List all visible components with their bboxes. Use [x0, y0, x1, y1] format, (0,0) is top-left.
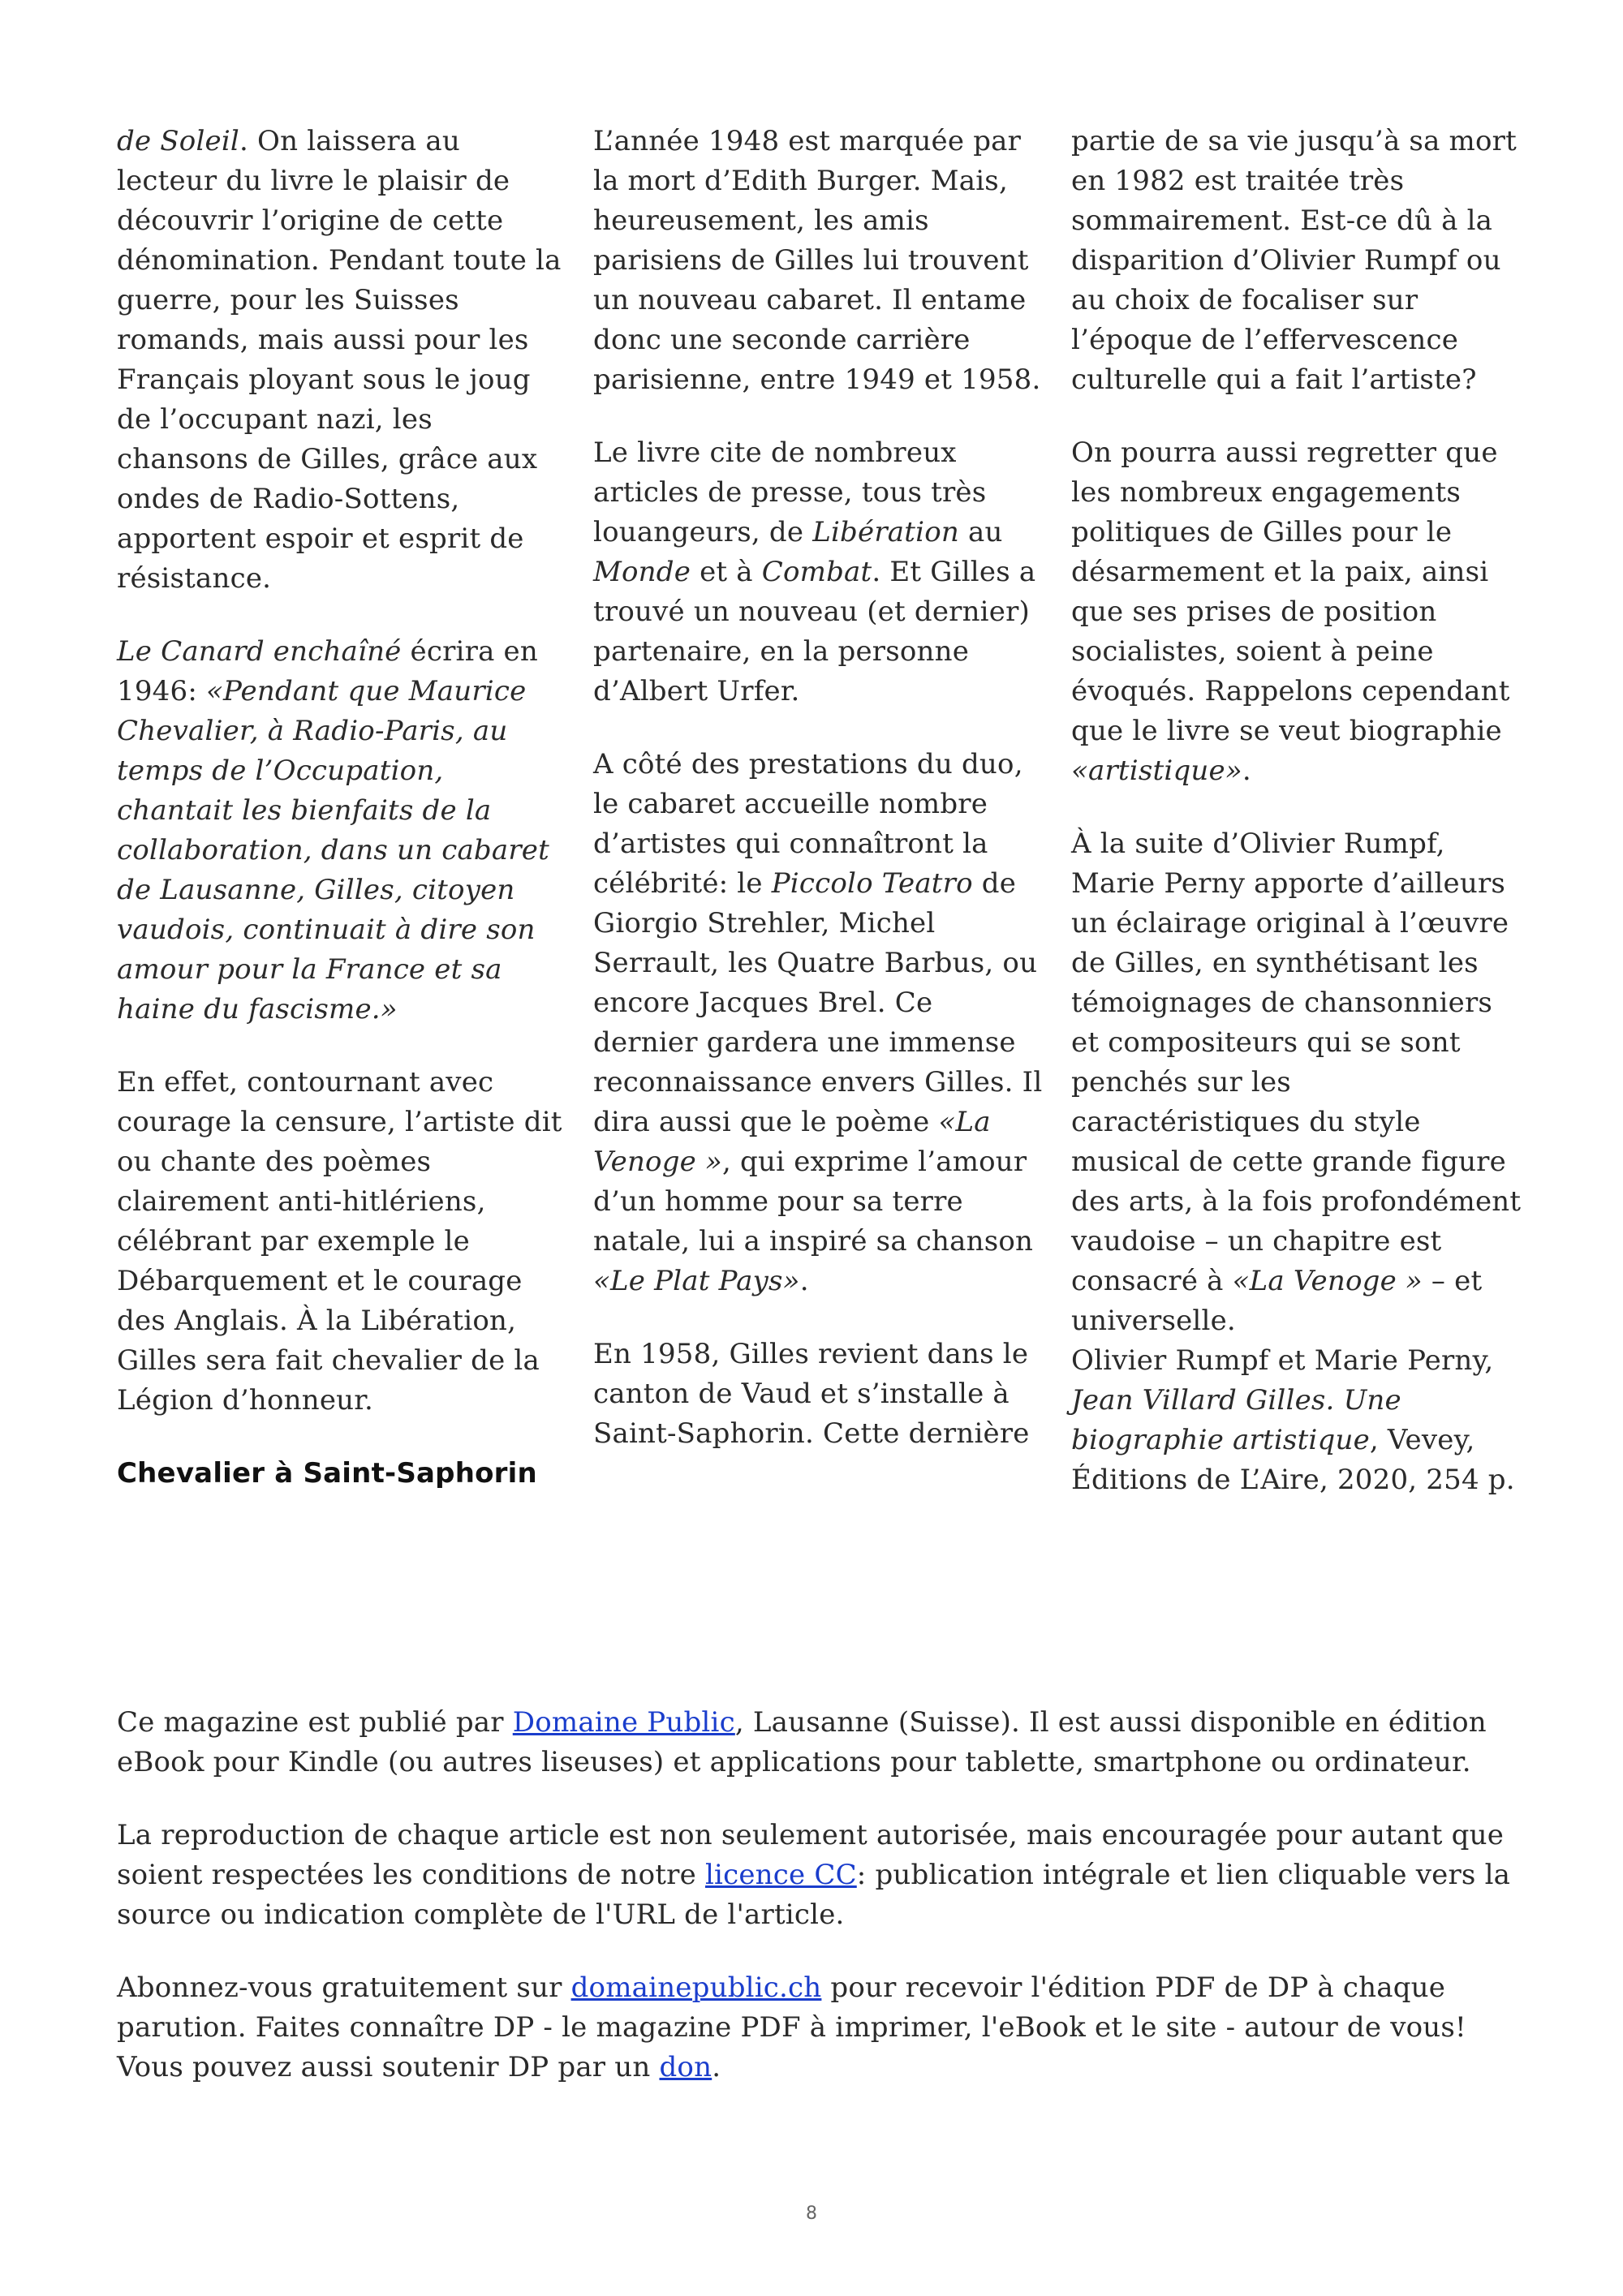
paragraph: A côté des prestations du duo, le cabaret accueille nombre d’artistes qui connaîtront la célébrité: le Piccolo Teatro de Giorgio Strehler, Michel Serrault, les Quatre Barbus, ou encore Jacques Brel. Ce dernier gardera une immense reconnaissance envers Gilles. Il dira aussi que le poème «La Venoge », qui exprime l’amour d’un homme pour sa terre natale, lui a inspiré sa chanson «Le Plat Pays». — [593, 748, 1043, 1297]
paragraph: On pourra aussi regretter que les nombreux engagements politiques de Gilles pour le désarmement et la paix, ainsi que ses prises de position socialistes, soient à peine évoqués. Rappelons cependant que le livre se veut biographie «artistique». — [1071, 436, 1510, 787]
paragraph: partie de sa vie jusqu’à sa mort en 1982 est traitée très sommairement. Est-ce dû à la disparition d’Olivier Rumpf ou au choix de focaliser sur l’époque de l’effervescence culturelle qui a fait l’artiste? — [1071, 125, 1517, 396]
paragraph: L’année 1948 est marquée par la mort d’Edith Burger. Mais, heureusement, les amis parisiens de Gilles lui trouvent un nouveau cabaret. Il entame donc une seconde carrière parisienne, entre 1949 et 1958. — [593, 125, 1041, 396]
article-column-1 — [117, 122, 567, 1494]
section-heading: Chevalier à Saint-Saphorin — [117, 1457, 537, 1490]
article-column-2 — [593, 122, 1044, 1487]
footer-paragraph: La reproduction de chaque article est non seulement autorisée, mais encouragée pour autant que soient respectées les conditions de notre licence CC: publication intégrale et lien cliquable vers la source ou indication complète de l'URL de l'article. — [117, 1819, 1511, 1931]
footer-paragraph: Abonnez-vous gratuitement sur domainepublic.ch pour recevoir l'édition PDF de DP à chaque parution. Faites connaître DP - le magazine PDF à imprimer, l'eBook et le site - autour de vous! Vous pouvez aussi soutenir DP par un don. — [117, 1971, 1466, 2083]
footer-paragraph: Ce magazine est publié par Domaine Public, Lausanne (Suisse). Il est aussi disponible en édition eBook pour Kindle (ou autres liseuses) et applications pour tablette, smartphone ou ordinateur. — [117, 1706, 1487, 1778]
page-number: 8 — [806, 2204, 817, 2224]
book-reference: Olivier Rumpf et Marie Perny, Jean Villard Gilles. Une biographie artistique, Vevey, Éditions de L’Aire, 2020, 254 p. — [1071, 1344, 1515, 1496]
domaine-public-link[interactable]: Domaine Public — [512, 1706, 735, 1739]
paragraph: À la suite d’Olivier Rumpf, Marie Perny apporte d’ailleurs un éclairage original à l’œuvre de Gilles, en synthétisant les témoignages de chansonniers et compositeurs qui se sont penchés sur les caractéristiques du style musical de cette grande figure des arts, à la fois profondément vaudoise – un chapitre est consacré à «La Venoge » – et universelle. — [1071, 828, 1522, 1337]
paragraph: Le livre cite de nombreux articles de presse, tous très louangeurs, de Libération au Monde et à Combat. Et Gilles a trouvé un nouveau (et dernier) partenaire, en la personne d’Albert Urfer. — [593, 436, 1036, 707]
domainepublic-ch-link[interactable]: domainepublic.ch — [570, 1971, 822, 2004]
paragraph: En 1958, Gilles revient dans le canton de Vaud et s’installe à Saint-Saphorin. Cette dernière — [593, 1338, 1030, 1450]
donation-link[interactable]: don — [659, 2051, 712, 2083]
paragraph: En effet, contournant avec courage la censure, l’artiste dit ou chante des poèmes clairement anti-hitlériens, célébrant par exemple le Débarquement et le courage des Anglais. À la Libération, Gilles sera fait chevalier de la Légion d’honneur. — [117, 1066, 562, 1417]
paragraph-quote: Le Canard enchaîné écrira en 1946: «Pendant que Maurice Chevalier, à Radio-Paris, au temps de l’Occupation, chantait les bienfaits de la collaboration, dans un cabaret de Lausanne, Gilles, citoyen vaudois, continuait à dire son amour pour la France et sa haine du fascisme.» — [117, 635, 549, 1025]
article-column-3 — [1071, 122, 1522, 1500]
licence-cc-link[interactable]: licence CC — [704, 1859, 857, 1891]
paragraph: de Soleil. On laissera au lecteur du livre le plaisir de découvrir l’origine de cette dénomination. Pendant toute la guerre, pour les Suisses romands, mais aussi pour les Français ployant sous le joug de l’occupant nazi, les chansons de Gilles, grâce aux ondes de Radio-Sottens, apportent espoir et esprit de résistance. — [117, 125, 562, 595]
publication-footer — [117, 1703, 1529, 2121]
